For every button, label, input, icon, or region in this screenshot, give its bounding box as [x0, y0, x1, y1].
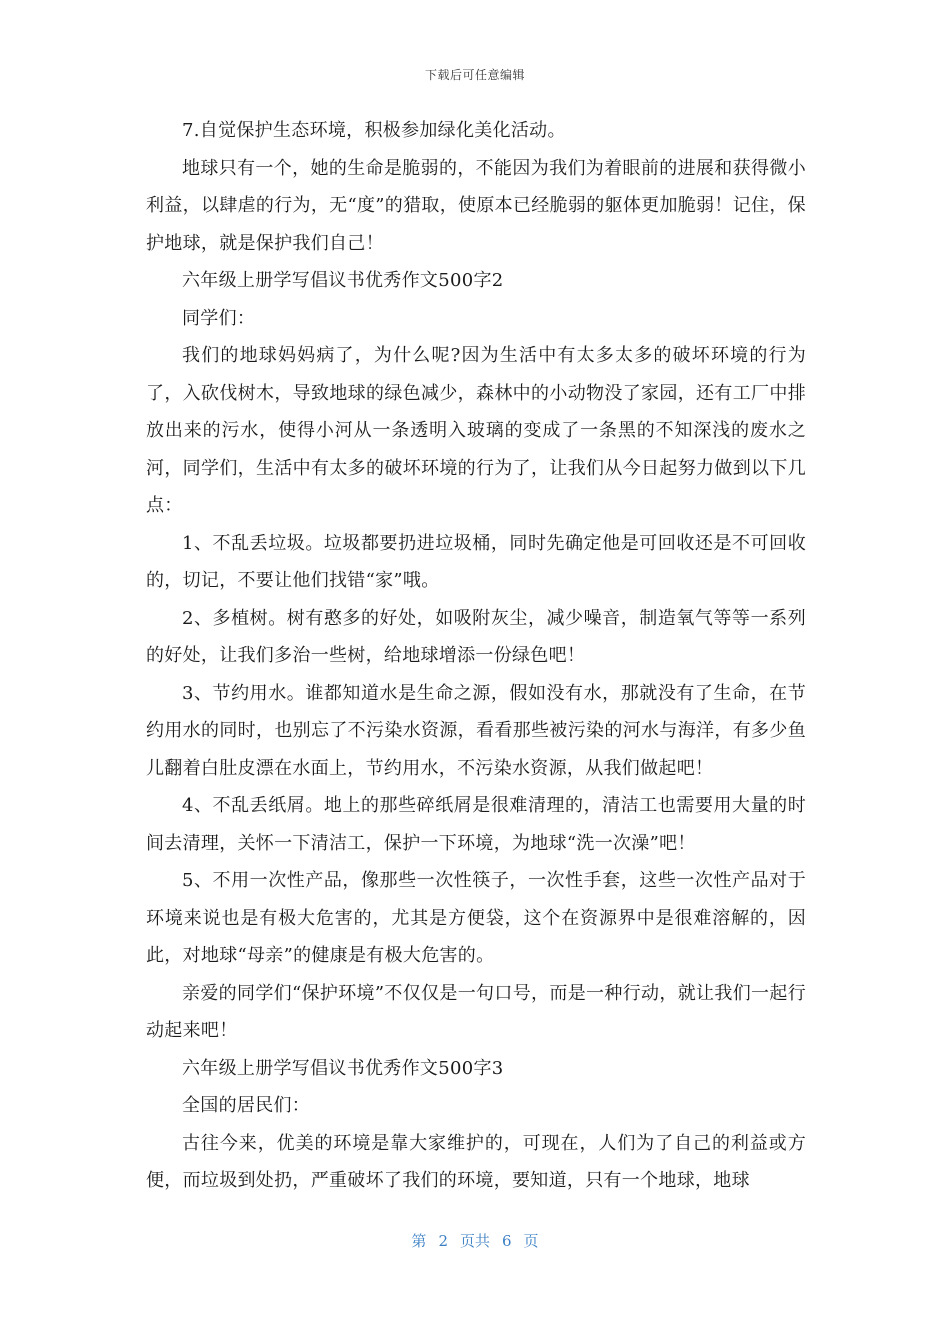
- list-item: 1、不乱丢垃圾。垃圾都要扔进垃圾桶，同时先确定他是可回收还是不可回收的，切记，不要让他们找错“家”哦。: [146, 532, 806, 591]
- footer-prefix: 第: [411, 1232, 427, 1250]
- paragraph: 古往今来，优美的环境是靠大家维护的，可现在，人们为了自己的利益或方便，而垃圾到处扔，严重破坏了我们的环境，要知道，只有一个地球，地球: [146, 1132, 806, 1191]
- footer-middle: 页共: [459, 1232, 490, 1250]
- salutation: 同学们：: [182, 307, 256, 329]
- footer-suffix: 页: [523, 1232, 539, 1250]
- section-title: 六年级上册学写倡议书优秀作文500字2: [182, 270, 504, 291]
- header-note: 下载后可任意编辑: [424, 68, 525, 82]
- page-footer: [0, 1230, 950, 1251]
- list-item: 3、节约用水。谁都知道水是生命之源，假如没有水，那就没有了生命，在节约用水的同时，也别忘了不污染水资源，看看那些被污染的河水与海洋，有多少鱼儿翻着白肚皮漂在水面上，节约用水，不污染水资源，从我们做起吧！: [146, 682, 806, 779]
- page-number: 2: [438, 1232, 448, 1250]
- section-title: 六年级上册学写倡议书优秀作文500字3: [182, 1057, 504, 1079]
- paragraph: 地球只有一个，她的生命是脆弱的，不能因为我们为着眼前的进展和获得微小利益，以肆虐的行为，无“度”的猎取，使原本已经脆弱的躯体更加脆弱！记住，保护地球，就是保护我们自己！: [146, 157, 806, 254]
- page-total: 6: [502, 1232, 512, 1250]
- list-item: 5、不用一次性产品，像那些一次性筷子，一次性手套，这些一次性产品对于环境来说也是有极大危害的，尤其是方便袋，这个在资源界中是很难溶解的，因此，对地球“母亲”的健康是有极大危害的。: [146, 870, 806, 966]
- paragraph: 7.自觉保护生态环境，积极参加绿化美化活动。: [182, 120, 566, 141]
- paragraph: 亲爱的同学们“保护环境”不仅仅是一句口号，而是一种行动，就让我们一起行动起来吧！: [146, 982, 806, 1041]
- salutation: 全国的居民们：: [182, 1095, 311, 1116]
- list-item: 2、多植树。树有憨多的好处，如吸附灰尘，减少噪音，制造氧气等等一系列的好处，让我们多治一些树，给地球增添一份绿色吧！: [146, 607, 806, 666]
- document-body: [146, 112, 806, 1200]
- list-item: 4、不乱丢纸屑。地上的那些碎纸屑是很难清理的，清洁工也需要用大量的时间去清理，关怀一下清洁工，保护一下环境，为地球“洗一次澡”吧！: [146, 795, 806, 854]
- paragraph: 我们的地球妈妈病了，为什么呢?因为生活中有太多太多的破坏环境的行为了，入砍伐树木，导致地球的绿色减少，森林中的小动物没了家园，还有工厂中排放出来的污水，使得小河从一条透明入玻璃的变成了一条黑的不知深浅的废水之河，同学们，生活中有太多的破坏环境的行为了，让我们从今日起努力做到以下几点：: [146, 345, 806, 516]
